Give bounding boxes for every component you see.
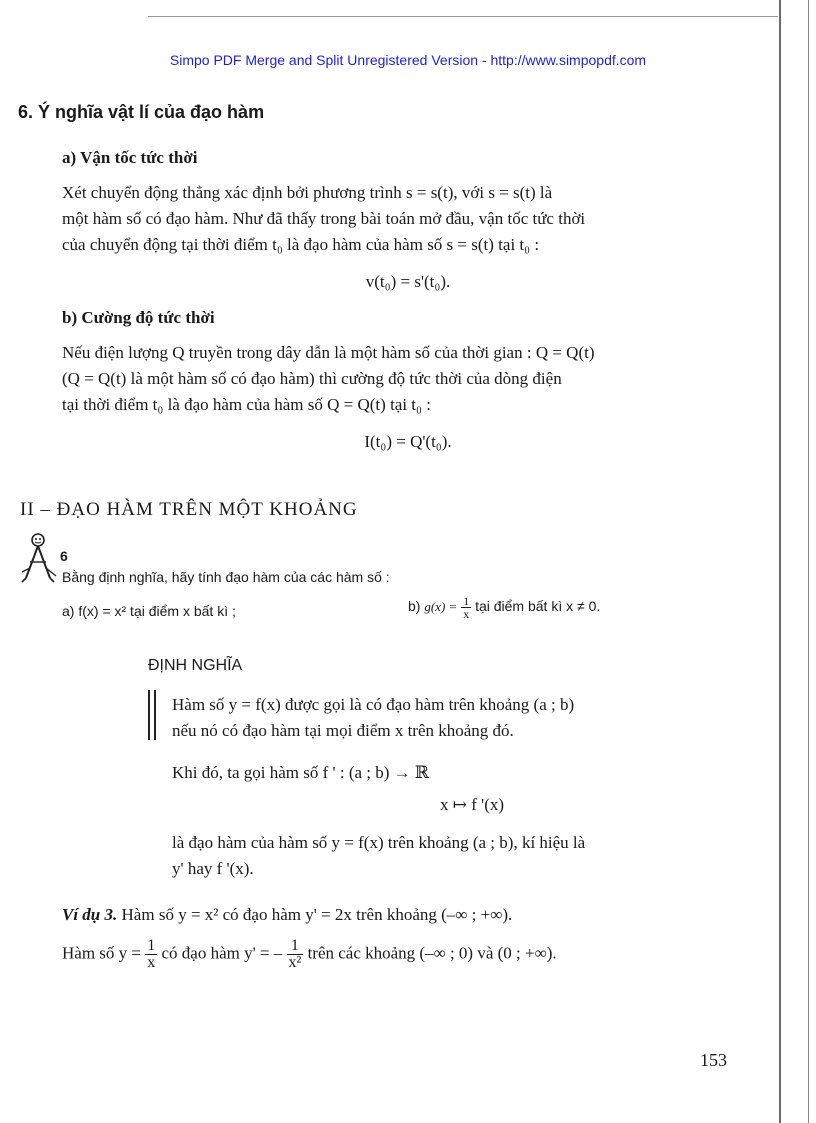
definition-title: ĐỊNH NGHĨA — [148, 657, 243, 674]
paragraph-b-line-1: Nếu điện lượng Q truyền trong dây dẫn là một hàm số của thời gian : Q = Q(t) — [62, 343, 595, 362]
activity-instruction: Bằng định nghĩa, hãy tính đạo hàm của các hàm số : — [62, 569, 390, 585]
compass-figure-icon — [18, 532, 62, 584]
paragraph-a-line-2: một hàm số có đạo hàm. Như đã thấy trong bài toán mở đầu, vận tốc tức thời — [62, 209, 586, 228]
activity-number: 6 — [60, 548, 68, 564]
example-3-label: Ví dụ 3. — [62, 905, 118, 924]
page-number: 153 — [700, 1050, 727, 1070]
subsection-b-title: b) Cường độ tức thời — [62, 308, 215, 327]
page-edge-line-outer — [808, 0, 809, 1123]
fraction-one-over-x-squared — [287, 938, 304, 971]
example-3-text-1: Hàm số y = x² có đạo hàm y' = 2x trên khoảng (–∞ ; +∞). — [121, 905, 513, 924]
activity-part-b-label: b) — [408, 598, 421, 615]
example-3-text-2c: trên các khoảng (–∞ ; 0) và (0 ; +∞). — [307, 943, 557, 963]
fraction-1-numerator: 1 — [147, 937, 156, 954]
fraction-2-numerator: 1 — [287, 938, 304, 955]
paragraph-b-line-3: tại thời điểm t₀ là đạo hàm của hàm số Q = Q(t) tại t₀ : — [62, 395, 431, 414]
subsection-a-title: a) Vận tốc tức thời — [62, 148, 198, 167]
activity-fraction — [461, 595, 471, 620]
paragraph-a-line-1: Xét chuyển động thẳng xác định bởi phương trình s = s(t), với s = s(t) là — [62, 183, 553, 202]
formula-current: I(t₀) = Q'(t₀). — [364, 432, 452, 451]
fraction-one-over-x — [145, 938, 157, 971]
activity-fraction-numerator: 1 — [463, 594, 470, 608]
watermark-link[interactable]: Simpo PDF Merge and Split Unregistered Version - http://www.simpopdf.com — [169, 52, 647, 68]
example-3-text-2a: Hàm số y = — [62, 943, 141, 963]
example-3-line-1 — [62, 902, 762, 928]
paragraph-a-line-3: của chuyển động tại thời điểm t₀ là đạo hàm của hàm số s = s(t) tại t₀ : — [62, 235, 540, 254]
definition-bar — [148, 690, 156, 740]
definition-line-4: x ↦ f '(x) — [440, 795, 505, 814]
paragraph-b-line-2: (Q = Q(t) là một hàm số có đạo hàm) thì cường độ tức thời của dòng điện — [62, 369, 562, 388]
fraction-2-denominator: x² — [288, 954, 302, 971]
part-2-heading: II – ĐẠO HÀM TRÊN MỘT KHOẢNG — [20, 499, 358, 520]
top-rule — [148, 16, 778, 17]
formula-velocity: v(t₀) = s'(t₀). — [365, 272, 451, 291]
definition-line-3: Khi đó, ta gọi hàm số f ' : (a ; b) → ℝ — [172, 763, 430, 782]
activity-part-b-lhs: g(x) = — [424, 599, 458, 615]
activity-part-a: a) f(x) = x² tại điểm x bất kì ; — [62, 603, 236, 619]
activity-fraction-denominator: x — [463, 607, 470, 621]
example-3-line-2 — [62, 938, 782, 971]
activity-part-b — [408, 595, 600, 620]
activity-part-b-suffix: tại điểm bất kì x ≠ 0. — [475, 598, 601, 615]
section-6-title: 6. Ý nghĩa vật lí của đạo hàm — [18, 102, 265, 122]
definition-line-6: y' hay f '(x). — [172, 859, 254, 878]
definition-line-1: Hàm số y = f(x) được gọi là có đạo hàm trên khoảng (a ; b) — [172, 695, 575, 714]
fraction-1-denominator: x — [147, 954, 156, 971]
definition-line-2: nếu nó có đạo hàm tại mọi điểm x trên khoảng đó. — [172, 721, 514, 740]
example-3-text-2b: có đạo hàm y' = – — [161, 943, 283, 963]
definition-line-5: là đạo hàm của hàm số y = f(x) trên khoảng (a ; b), kí hiệu là — [172, 833, 586, 852]
